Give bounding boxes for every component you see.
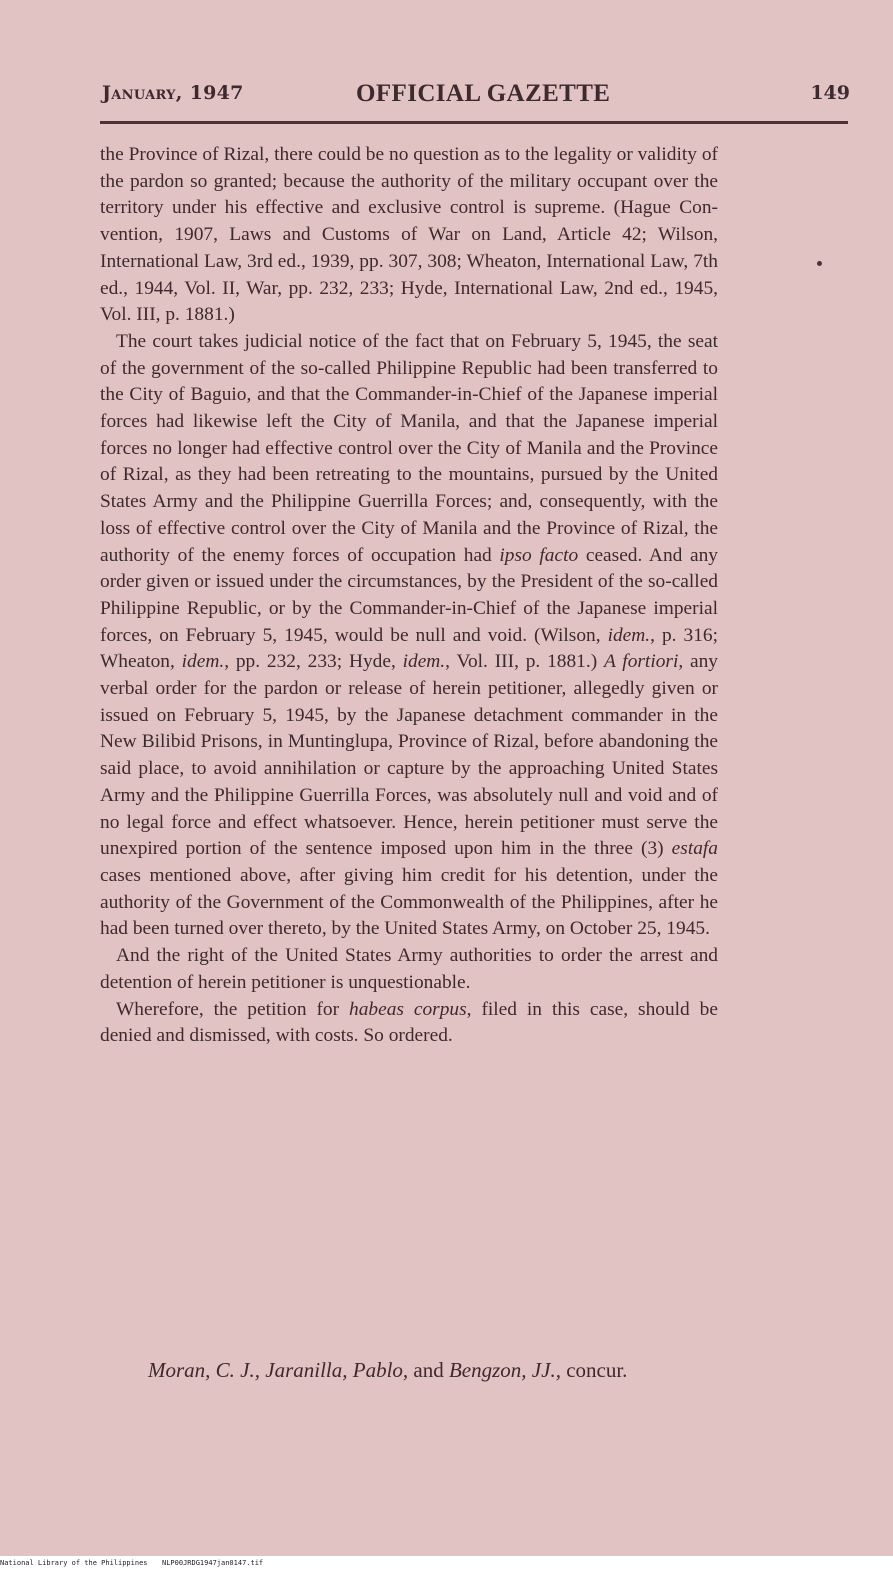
scan-footer [0, 1559, 893, 1571]
concurring-justices-2: Bengzon, JJ., [448, 1358, 561, 1382]
margin-mark [817, 261, 822, 266]
concurring-justices-1: Moran, C. J., Jaranilla, Pablo, [148, 1358, 409, 1382]
paragraph-disposition [100, 997, 718, 1050]
text-run: , filed in this case, should be denied and dismissed, with costs. So ordered. [100, 998, 718, 1047]
italic-term: habeas corpus [349, 998, 467, 1020]
footer-source: National Library of the Philippines [0, 1559, 148, 1567]
text-run: The court takes judicial notice of the fact that on February 5, 1945, the seat of the government of the so-called Philippine Republic had been transferred to the City of Baguio, and that the Commander-in-Chief of the Japanese imperial forces had likewise left the City of Manila, and that the Japanese imperial forces no longer had effective control over the City of Manila and the Province of Rizal, as they had been retreating to the mountains, pursued by the United States Army and the Philippine Guerrilla Forces; and, consequently, with the loss of effective control over the City of Manila and the Province of Rizal, the authority of the enemy forces of occupation had [100, 330, 718, 566]
text-run: , any verbal order for the pardon or release of herein petitioner, allegedly given or issued on February 5, 1945, by the Japanese detachment commander in the New Bilibid Prisons, in Muntinglupa, Province of Rizal, before abandoning the said place, to avoid annihilation or capture by the approaching United States Army and the Philippine Guerrilla Forces, was absolutely null and void and of no legal force and effect whatsoever. Hence, herein petitioner must serve the unexpired portion of the sentence imposed upon him in the three (3) [100, 651, 718, 860]
text-run: And the right of the United States Army authorities to order the arrest and detention of herein petitioner is unquestionable. [100, 945, 718, 993]
decision-body [100, 142, 718, 1402]
text-run: the Province of Rizal, there could be no question as to the legality or validity of the pardon so granted; because the authority of the military occupant over the territory under his effective and exclusive control is supreme. (Hague Convention, 1907, Laws and Customs of War on Land, Article 42; Wilson, International Law, 3rd ed., 1939, pp. 307, 308; Wheaton, International Law, 7th ed., 1944, Vol. II, War, pp. 232, 233; Hyde, International Law, 2nd ed., 1945, Vol. III, p. 1881.) [100, 144, 718, 326]
text-run: Wherefore, the petition for [116, 998, 350, 1020]
text-run: cases mentioned above, after giving him credit for his detention, under the authority of the Government of the Commonwealth of the Philippines, after he had been turned over thereto, by the United States Army, on October 25, 1945. [100, 864, 718, 940]
publication-title: OFFICIAL GAZETTE [356, 80, 611, 107]
concurrence-verb: concur. [566, 1358, 628, 1382]
header-rule [100, 121, 848, 124]
paragraph-arrest-authority [100, 943, 718, 996]
italic-term: estafa [671, 838, 718, 860]
italic-term: idem. [607, 624, 651, 646]
footer-file-id: NLP00JRDG1947jan0147.tif [162, 1559, 264, 1567]
concurrence-line [148, 1358, 728, 1383]
page-header [102, 78, 850, 112]
italic-term: idem. [181, 651, 225, 673]
paragraph-judicial-notice [100, 329, 718, 943]
italic-term: ipso facto [499, 544, 579, 566]
text-run: , p. 316; Wheaton, [100, 624, 719, 673]
concurrence-and: and [413, 1358, 444, 1382]
text-run: ceased. And any order given or issued under the circumstances, by the President of the so-called Philippine Republic, or by the Commander-in-Chief of the Japanese imperial forces, on February 5, 1945, would be null and void. (Wilson, [100, 544, 718, 646]
paragraph-continuation [100, 142, 718, 329]
page-number: 149 [810, 82, 850, 104]
text-run: , Vol. III, p. 1881.) [445, 651, 604, 673]
text-run: , pp. 232, 233; Hyde, [224, 651, 403, 673]
header-date: January, 1947 [102, 82, 244, 104]
italic-term: A fortiori [604, 651, 679, 673]
italic-term: idem. [402, 651, 446, 673]
